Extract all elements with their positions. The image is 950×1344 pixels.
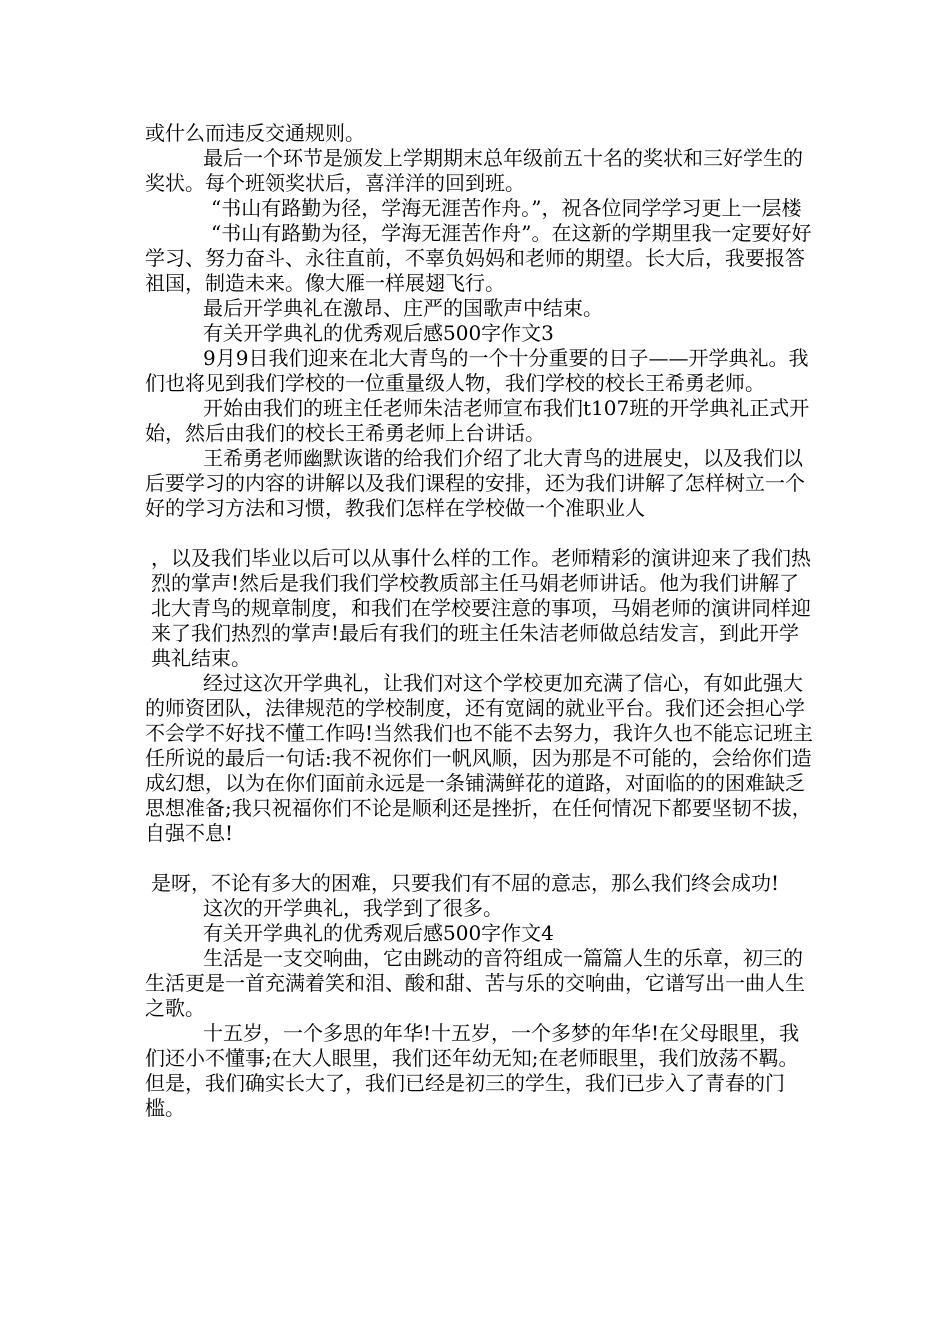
paragraph: 生活是一支交响曲，它由跳动的音符组成一篇篇人生的乐章，初三的生活更是一首充满着笑和泪、酸和甜、苦与乐的交响曲，它谱写出一曲人生之歌。 <box>145 946 805 1020</box>
paragraph: “书山有路勤为径，学海无涯苦作舟”。在这新的学期里我一定要好好学习、努力奋斗、永往直前，不辜负妈妈和老师的期望。长大后，我要报答祖国，制造未来。像大雁一样展翅飞行。 <box>145 221 812 295</box>
paragraph: 这次的开学典礼，我学到了很多。 <box>203 896 503 920</box>
paragraph: 王希勇老师幽默诙谐的给我们介绍了北大青鸟的进展史，以及我们以后要学习的内容的讲解以及我们课程的安排，还为我们讲解了怎样树立一个好的学习方法和习惯，教我们怎样在学校做一个准职业人 <box>145 446 805 520</box>
paragraph-gap <box>145 846 815 871</box>
paragraph-gap <box>145 521 815 546</box>
paragraph: 最后一个环节是颁发上学期期末总年级前五十名的奖状和三好学生的奖状。每个班领奖状后，喜洋洋的回到班。 <box>145 146 803 195</box>
paragraph: 是呀，不论有多大的困难，只要我们有不屈的意志，那么我们终会成功! <box>151 871 780 895</box>
document-body <box>145 121 815 1121</box>
paragraph: 9月9日我们迎来在北大青鸟的一个十分重要的日子——开学典礼。我们也将见到我们学校的一位重量级人物，我们学校的校长王希勇老师。 <box>145 346 809 395</box>
section-heading: 有关开学典礼的优秀观后感500字作文4 <box>203 921 554 945</box>
section-heading: 有关开学典礼的优秀观后感500字作文3 <box>203 321 554 345</box>
paragraph: 经过这次开学典礼，让我们对这个学校更加充满了信心，有如此强大的师资团队，法律规范的学校制度，还有宽阔的就业平台。我们还会担心学不会学不好找不懂工作吗!当然我们也不能不去努力，我许久也不能忘记班主任所说的最后一句话:我不祝你们一帆风顺，因为那是不可能的，会给你们造成幻想，以为在你们面前永远是一条铺满鲜花的道路，对面临的的困难缺乏思想准备;我只祝福你们不论是顺利还是挫折，在任何情况下都要坚韧不拔，自强不息! <box>145 671 814 845</box>
paragraph: 开始由我们的班主任老师朱洁老师宣布我们t107班的开学典礼正式开始，然后由我们的校长王希勇老师上台讲话。 <box>145 396 810 445</box>
paragraph: 十五岁，一个多思的年华!十五岁，一个多梦的年华!在父母眼里，我们还小不懂事;在大人眼里，我们还年幼无知;在老师眼里，我们放荡不羁。但是，我们确实长大了，我们已经是初三的学生，我们已步入了青春的门槛。 <box>145 1021 800 1120</box>
paragraph: 最后开学典礼在激昂、庄严的国歌声中结束。 <box>203 296 603 320</box>
paragraph: 或什么而违反交通规则。 <box>145 121 365 145</box>
paragraph: ，以及我们毕业以后可以从事什么样的工作。老师精彩的演讲迎来了我们热烈的掌声!然后是我们我们学校教质部主任马娟老师讲话。他为我们讲解了北大青鸟的规章制度，和我们在学校要注意的事项，马娟老师的演讲同样迎来了我们热烈的掌声!最后有我们的班主任朱洁老师做总结发言，到此开学典礼结束。 <box>151 546 811 670</box>
paragraph: “书山有路勤为径，学海无涯苦作舟。”，祝各位同学学习更上一层楼 <box>211 196 802 220</box>
